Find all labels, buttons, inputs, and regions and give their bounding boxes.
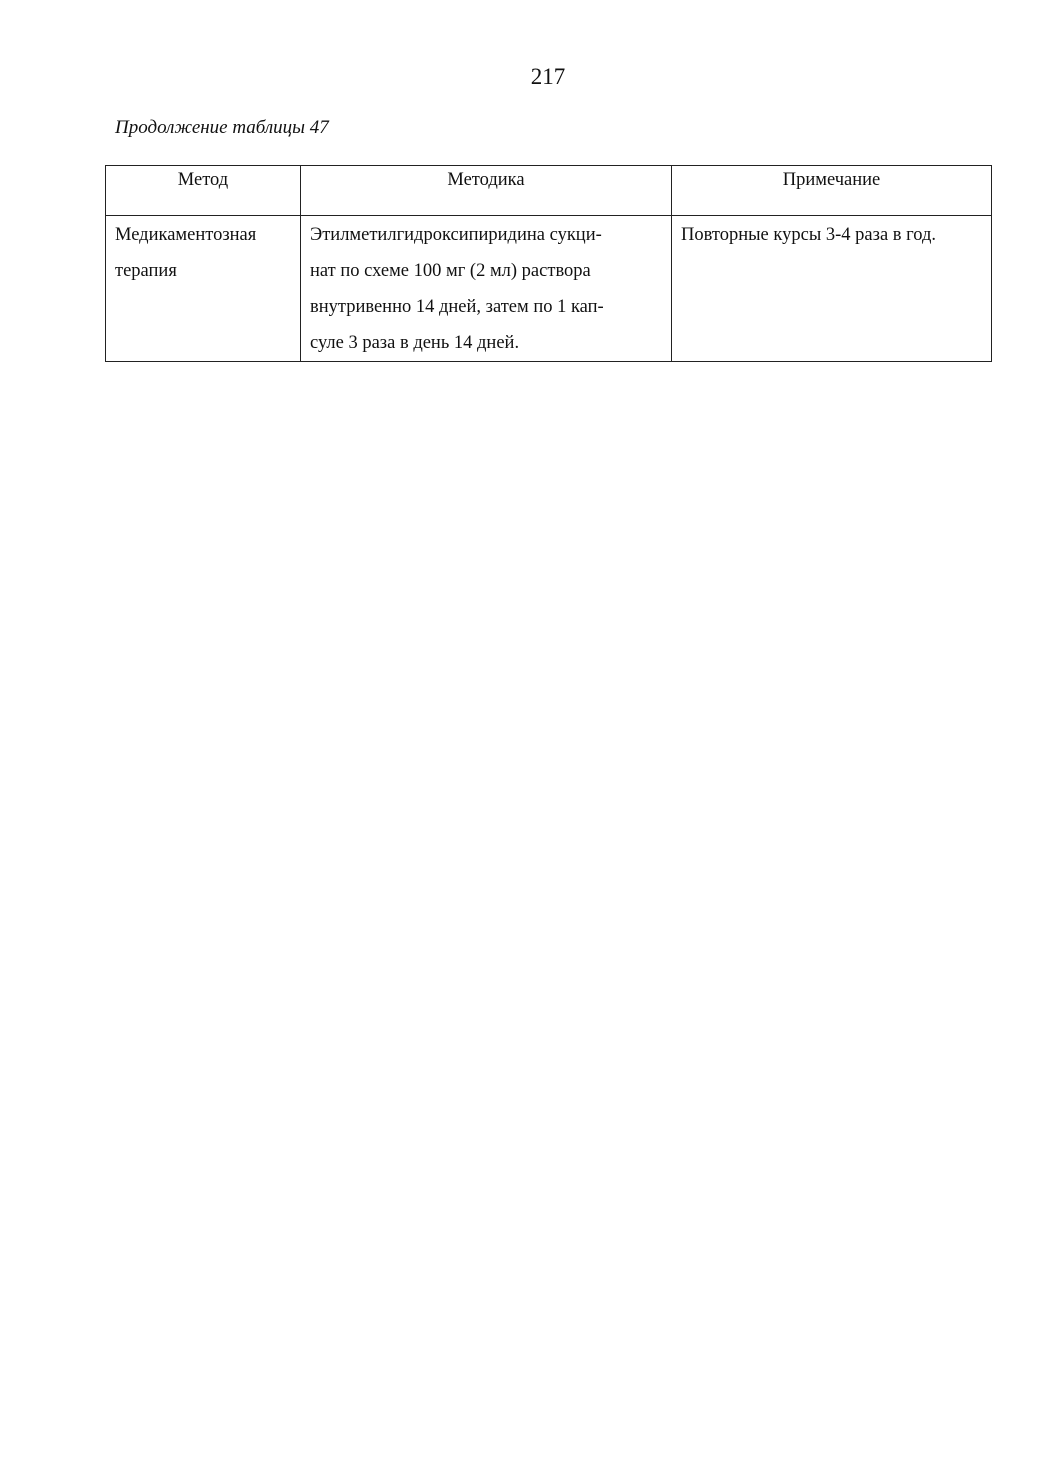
- header-note: Примечание: [672, 166, 992, 216]
- header-method: Метод: [106, 166, 301, 216]
- header-technique: Методика: [301, 166, 672, 216]
- table-caption: Продолжение таблицы 47: [115, 117, 329, 138]
- cell-method: Медикаментозная терапия: [106, 216, 301, 362]
- page-number: 217: [530, 64, 566, 89]
- methods-table: [105, 165, 992, 362]
- cell-technique: Этилметилгидроксипиридина сукци- нат по схеме 100 мг (2 мл) раствора внутривенно 14 дней, затем по 1 кап- суле 3 раза в день 14 дней.: [301, 216, 672, 362]
- cell-note: Повторные курсы 3-4 раза в год.: [672, 216, 992, 362]
- table-row: [106, 216, 992, 362]
- table-header-row: [106, 166, 992, 216]
